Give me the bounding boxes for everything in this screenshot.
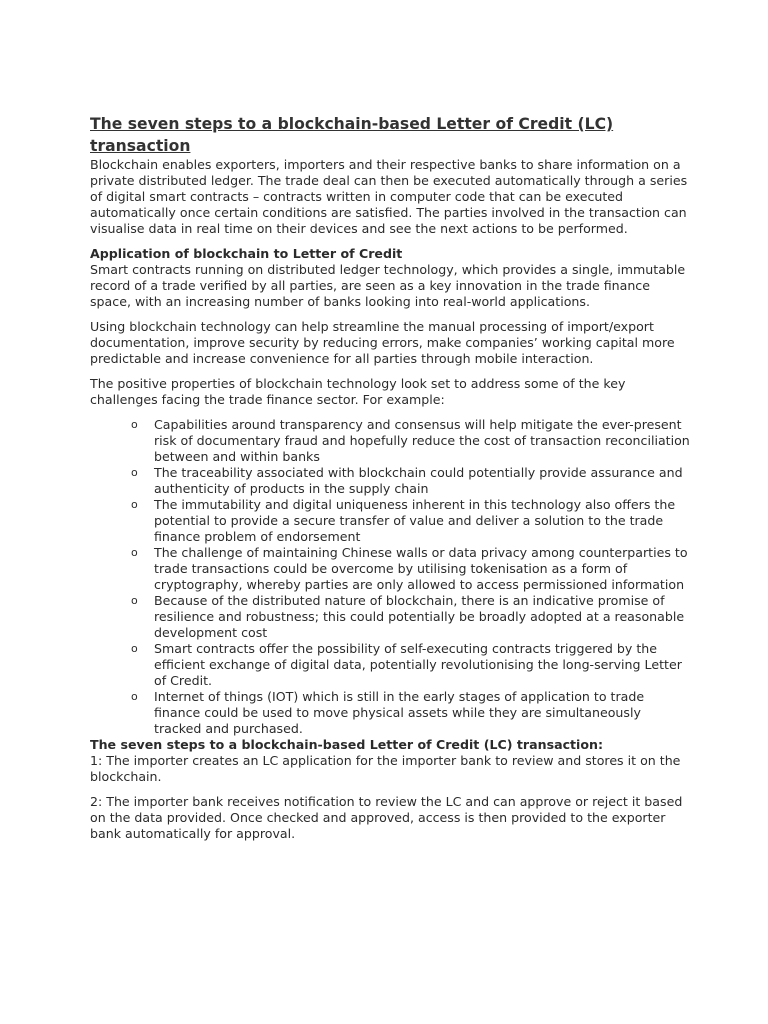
document-page bbox=[90, 113, 690, 851]
list-item-text: Capabilities around transparency and consensus will help mitigate the ever-present risk of documentary fraud and hopefully reduce the cost of transaction reconciliation between and within banks bbox=[154, 417, 690, 464]
bullet-marker: o bbox=[131, 418, 138, 431]
bullet-marker: o bbox=[131, 642, 138, 655]
step-1: 1: The importer creates an LC application for the importer bank to review and stores it on the blockchain. bbox=[90, 753, 681, 784]
list-item bbox=[90, 689, 690, 737]
list-item-text: The traceability associated with blockchain could potentially provide assurance and authenticity of products in the supply chain bbox=[154, 465, 683, 496]
page-title: The seven steps to a blockchain-based Letter of Credit (LC) transaction bbox=[90, 115, 614, 155]
list-item bbox=[90, 465, 690, 497]
paragraph-smart-contracts: Smart contracts running on distributed ledger technology, which provides a single, immutable record of a trade verified by all parties, are seen as a key innovation in the trade finance space, with an increasing number of banks looking into real-world applications. bbox=[90, 262, 686, 309]
bullet-marker: o bbox=[131, 466, 138, 479]
bullet-marker: o bbox=[131, 594, 138, 607]
list-item-text: Because of the distributed nature of blockchain, there is an indicative promise of resilience and robustness; this could potentially be broadly adopted at a reasonable development cost bbox=[154, 593, 685, 640]
paragraph-streamline: Using blockchain technology can help streamline the manual processing of import/export documentation, improve security by reducing errors, make companies’ working capital more predictable and increase convenience for all parties through mobile interaction. bbox=[90, 319, 675, 366]
bullet-marker: o bbox=[131, 498, 138, 511]
list-item bbox=[90, 641, 690, 689]
paragraph-positive-properties: The positive properties of blockchain technology look set to address some of the key challenges facing the trade finance sector. For example: bbox=[90, 376, 626, 407]
bullet-marker: o bbox=[131, 690, 138, 703]
list-item-text: The immutability and digital uniqueness inherent in this technology also offers the potential to provide a secure transfer of value and deliver a solution to the trade finance problem of endorsement bbox=[154, 497, 676, 544]
list-item-text: The challenge of maintaining Chinese walls or data privacy among counterparties to trade transactions could be overcome by utilising tokenisation as a form of cryptography, whereby parties are only allowed to access permissioned information bbox=[154, 545, 688, 592]
list-item bbox=[90, 593, 690, 641]
bullet-marker: o bbox=[131, 546, 138, 559]
list-item-text: Smart contracts offer the possibility of self-executing contracts triggered by the efficient exchange of digital data, potentially revolutionising the long-serving Letter of Credit. bbox=[154, 641, 682, 688]
benefits-list bbox=[90, 417, 690, 737]
step-2: 2: The importer bank receives notification to review the LC and can approve or reject it based on the data provided. Once checked and approved, access is then provided to the exporter bank automatically for approval. bbox=[90, 794, 683, 841]
list-item-text: Internet of things (IOT) which is still in the early stages of application to trade finance could be used to move physical assets while they are simultaneously tracked and purchased. bbox=[154, 689, 645, 736]
list-item bbox=[90, 417, 690, 465]
list-item bbox=[90, 497, 690, 545]
intro-paragraph: Blockchain enables exporters, importers and their respective banks to share information on a private distributed ledger. The trade deal can then be executed automatically through a series of digital smart contracts – contracts written in computer code that can be executed automatically once certain conditions are satisfied. The parties involved in the transaction can visualise data in real time on their devices and see the next actions to be performed. bbox=[90, 157, 688, 236]
list-item bbox=[90, 545, 690, 593]
section-heading-seven-steps: The seven steps to a blockchain-based Letter of Credit (LC) transaction: bbox=[90, 737, 604, 752]
section-heading-application: Application of blockchain to Letter of Credit bbox=[90, 246, 403, 261]
